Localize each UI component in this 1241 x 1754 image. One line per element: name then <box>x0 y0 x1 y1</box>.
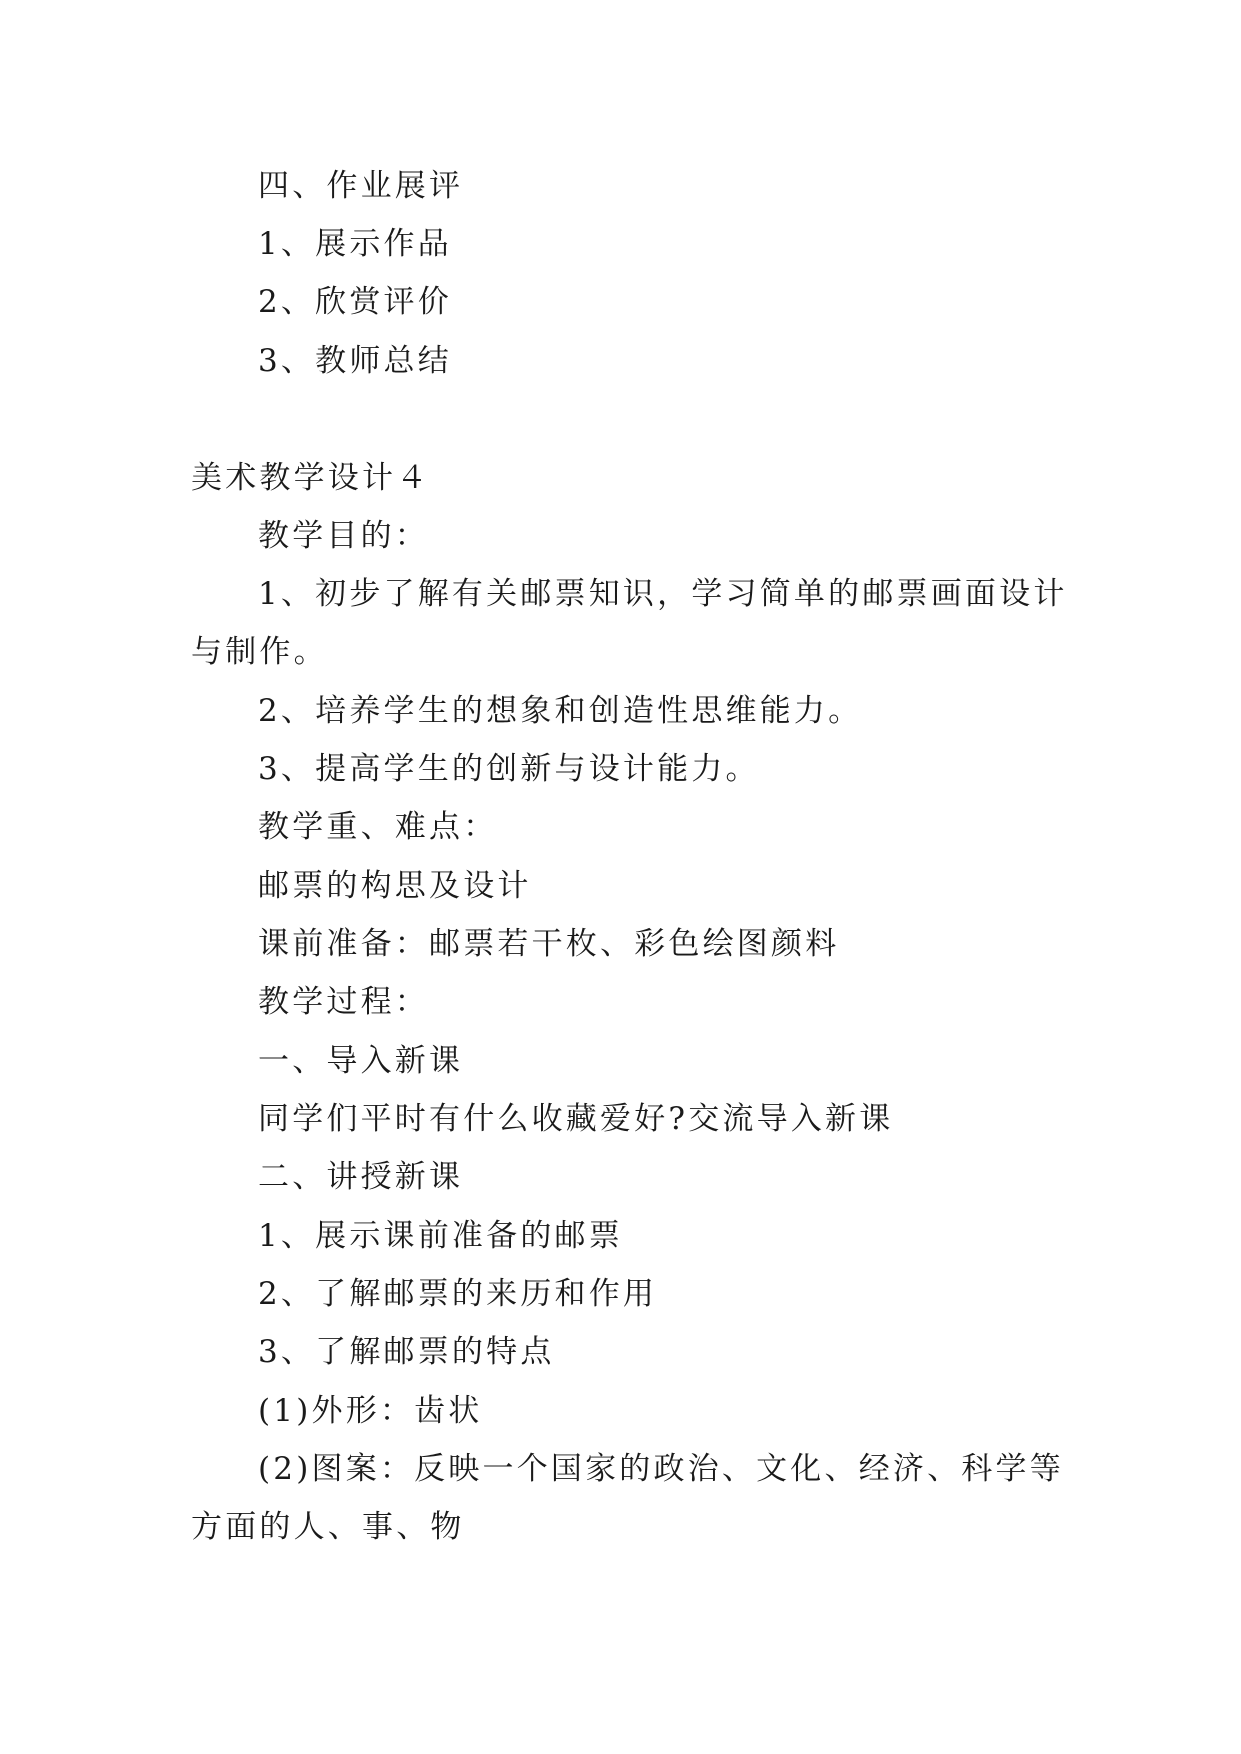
list-item: 2、了解邮票的来历和作用 <box>258 1276 658 1312</box>
list-item: 2、欣赏评价 <box>258 284 452 320</box>
objective-item-1-continued: 与制作。 <box>191 634 328 670</box>
feature-item-2-continued: 方面的人、事、物 <box>191 1509 465 1545</box>
preparation-text: 课前准备：邮票若干枚、彩色绘图颜料 <box>258 926 840 962</box>
list-item: 3、教师总结 <box>258 343 452 379</box>
feature-item-2: (2)图案：反映一个国家的政治、文化、经济、科学等 <box>258 1451 1064 1487</box>
key-points-heading: 教学重、难点： <box>258 809 498 845</box>
objectives-heading: 教学目的： <box>258 518 429 554</box>
section-heading: 四、作业展评 <box>258 168 464 204</box>
objective-item-3: 3、提高学生的创新与设计能力。 <box>258 751 760 787</box>
objective-item-1: 1、初步了解有关邮票知识，学习简单的邮票画面设计 <box>258 576 1068 612</box>
part1-heading: 一、导入新课 <box>258 1043 464 1079</box>
list-item: 1、展示课前准备的邮票 <box>258 1218 623 1254</box>
feature-item-1: (1)外形：齿状 <box>258 1393 483 1429</box>
document-title: 美术教学设计４ <box>191 460 431 496</box>
part1-text: 同学们平时有什么收藏爱好?交流导入新课 <box>258 1101 894 1137</box>
process-heading: 教学过程： <box>258 984 429 1020</box>
list-item: 3、了解邮票的特点 <box>258 1334 555 1370</box>
part2-heading: 二、讲授新课 <box>258 1159 464 1195</box>
key-points-text: 邮票的构思及设计 <box>258 868 532 904</box>
list-item: 1、展示作品 <box>258 226 452 262</box>
objective-item-2: 2、培养学生的想象和创造性思维能力。 <box>258 693 863 729</box>
